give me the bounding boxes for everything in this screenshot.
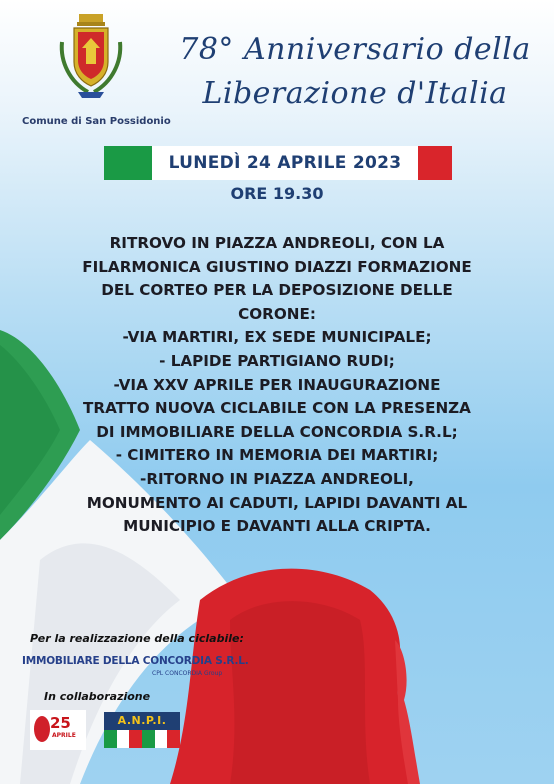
program-line: DI IMMOBILIARE DELLA CONCORDIA S.R.L;	[96, 422, 458, 441]
logo25-text: APRILE	[52, 732, 76, 739]
sponsor-name: IMMOBILIARE DELLA CONCORDIA S.R.L.	[22, 655, 249, 667]
program-line: -VIA XXV APRILE PER INAUGURAZIONE	[113, 375, 441, 394]
program-line: MUNICIPIO E DAVANTI ALLA CRIPTA.	[123, 517, 431, 536]
municipal-crest-icon	[56, 12, 126, 102]
event-time: ORE 19.30	[230, 184, 324, 203]
anpi-logo-icon	[104, 712, 180, 748]
sponsor-subtitle: CPL CONCORDIA Group	[152, 670, 223, 677]
event-date: LUNEDÌ 24 APRILE 2023	[168, 153, 402, 173]
program-line: - CIMITERO IN MEMORIA DEI MARTIRI;	[115, 446, 439, 465]
program-line: CORONE:	[238, 304, 316, 323]
flag-red-stripe	[418, 146, 452, 180]
flag-green-stripe	[104, 146, 152, 180]
program-line: RITROVO IN PIAZZA ANDREOLI, CON LA	[109, 234, 445, 252]
program-text	[40, 232, 514, 539]
logo25-number: 25	[50, 714, 71, 732]
title-line-1: 78° Anniversario della	[179, 32, 531, 67]
25-aprile-logo-icon	[30, 710, 86, 750]
program-line: DEL CORTEO PER LA DEPOSIZIONE DELLE	[101, 281, 453, 300]
program-line: - LAPIDE PARTIGIANO RUDI;	[159, 351, 395, 370]
program-line: -VIA MARTIRI, EX SEDE MUNICIPALE;	[122, 328, 432, 347]
cycle-path-label: Per la realizzazione della ciclabile:	[30, 632, 244, 645]
municipality-name: Comune di San Possidonio	[22, 116, 171, 127]
logo-blot	[34, 716, 50, 742]
date-banner	[104, 146, 452, 180]
program-line: -RITORNO IN PIAZZA ANDREOLI,	[140, 469, 414, 488]
program-line: MONUMENTO AI CADUTI, LAPIDI DAVANTI AL	[86, 493, 468, 512]
anpi-flag	[104, 730, 180, 748]
program-line: FILARMONICA GIUSTINO DIAZZI FORMAZIONE	[82, 257, 472, 276]
page-title	[170, 28, 540, 116]
program-line: TRATTO NUOVA CICLABILE CON LA PRESENZA	[83, 399, 471, 418]
anpi-text: A.N.P.I.	[104, 712, 180, 730]
title-line-2: Liberazione d'Italia	[202, 76, 508, 111]
flag-white-stripe	[152, 146, 418, 180]
collaboration-label: In collaborazione	[44, 690, 151, 703]
